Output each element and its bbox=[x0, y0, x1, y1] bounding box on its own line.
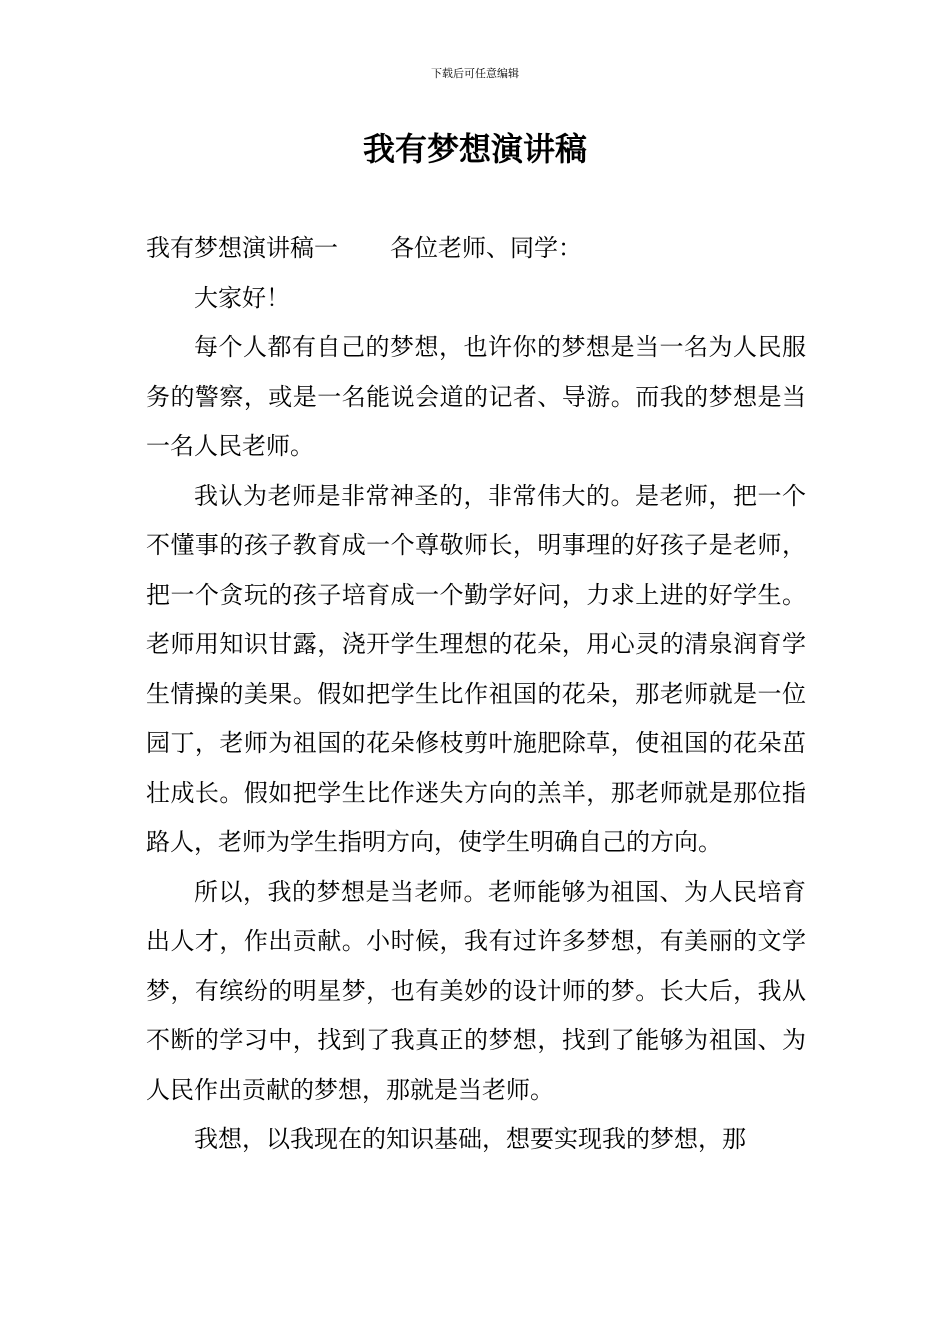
paragraph-greeting: 大家好！ bbox=[194, 283, 290, 312]
document-title: 我有梦想演讲稿 bbox=[362, 130, 587, 168]
intro-line bbox=[146, 224, 806, 274]
header-note: 下载后可任意编辑 bbox=[431, 67, 519, 80]
paragraph-3: 所以，我的梦想是当老师。老师能够为祖国、为人民培育出人才，作出贡献。小时候，我有过许多梦想，有美丽的文学梦，有缤纷的明星梦，也有美妙的设计师的梦。长大后，我从不断的学习中，找到了我真正的梦想，找到了能够为祖国、为人民作出贡献的梦想，那就是当老师。 bbox=[146, 877, 806, 1104]
document-body bbox=[146, 224, 806, 1165]
intro-salutation: 各位老师、同学： bbox=[390, 234, 582, 262]
paragraph-4: 我想，以我现在的知识基础，想要实现我的梦想，那 bbox=[194, 1125, 746, 1153]
paragraph-1: 每个人都有自己的梦想，也许你的梦想是当一名为人民服务的警察，或是一名能说会道的记者、导游。而我的梦想是当一名人民老师。 bbox=[146, 333, 806, 460]
intro-heading: 我有梦想演讲稿一 bbox=[146, 234, 338, 262]
paragraph-2: 我认为老师是非常神圣的，非常伟大的。是老师，把一个不懂事的孩子教育成一个尊敬师长，明事理的好孩子是老师，把一个贪玩的孩子培育成一个勤学好问，力求上进的好学生。老师用知识甘露，浇开学生理想的花朵，用心灵的清泉润育学生情操的美果。假如把学生比作祖国的花朵，那老师就是一位园丁，老师为祖国的花朵修枝剪叶施肥除草，使祖国的花朵茁壮成长。假如把学生比作迷失方向的羔羊，那老师就是那位指路人，老师为学生指明方向，使学生明确自己的方向。 bbox=[146, 481, 806, 856]
